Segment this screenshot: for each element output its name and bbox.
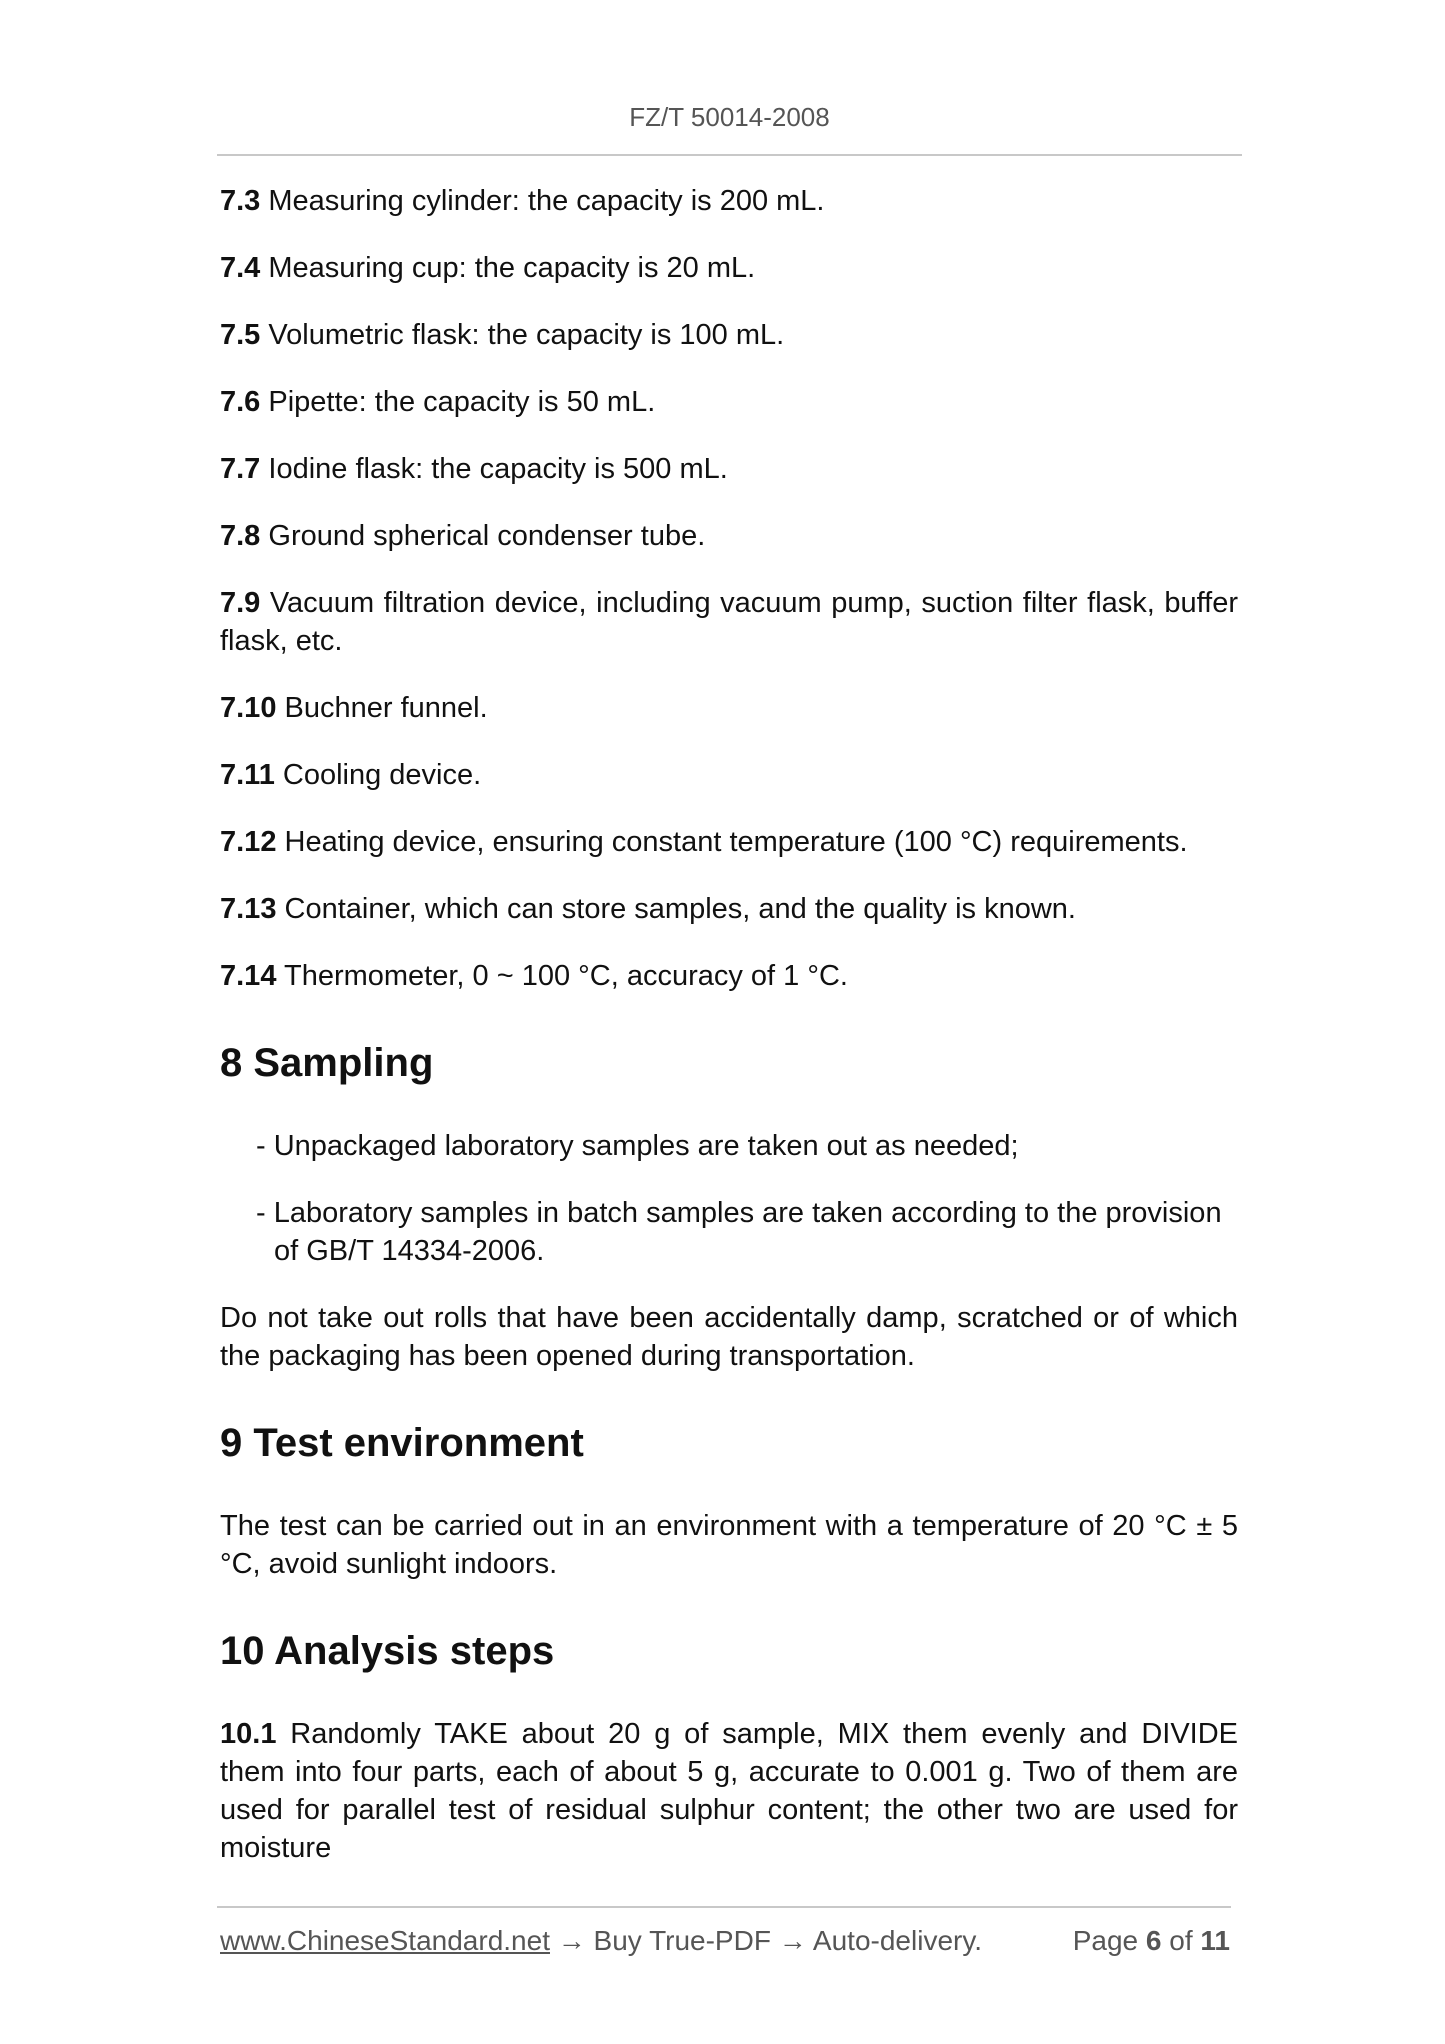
bullet-item: - Unpackaged laboratory samples are taken out as needed; (256, 1130, 1019, 1162)
list-item (220, 517, 1238, 555)
page-footer (220, 1925, 1230, 1957)
clause-text: Ground spherical condenser tube. (260, 520, 706, 552)
list-item (220, 383, 1238, 421)
clause-text: Buchner funnel. (276, 692, 488, 724)
clause-number: 7.14 (220, 960, 277, 992)
page-header-code: FZ/T 50014-2008 (629, 102, 830, 132)
list-item (220, 890, 1238, 928)
clause-text: Vacuum filtration device, including vacuum pump, suction filter flask, buffer flask, etc. (220, 587, 1238, 657)
clause-text: Container, which can store samples, and the quality is known. (276, 893, 1076, 925)
footer-divider (217, 1906, 1231, 1908)
clause-text: Volumetric flask: the capacity is 100 mL. (260, 319, 785, 351)
clause-text: Randomly TAKE about 20 g of sample, MIX them evenly and DIVIDE them into four parts, each of about 5 g, accurate to 0.001 g. Two of them are used for parallel test of residual sulphur content; the other two are used for moisture (220, 1718, 1238, 1864)
clause-text: Iodine flask: the capacity is 500 mL. (260, 453, 728, 485)
bullet-item: - Laboratory samples in batch samples are taken according to the provision of GB/T 14334-2006. (256, 1197, 1222, 1267)
clause-text: Measuring cup: the capacity is 20 mL. (260, 252, 756, 284)
list-item (220, 823, 1238, 861)
clause-text: Cooling device. (274, 759, 482, 791)
clause-number: 10.1 (220, 1718, 277, 1750)
list-item (220, 756, 1238, 794)
section-heading-sampling: 8 Sampling (220, 1041, 434, 1085)
clause-text: Heating device, ensuring constant temperature (100 °C) requirements. (276, 826, 1188, 858)
clause-number: 7.4 (220, 252, 261, 284)
page-label: Page (1072, 1925, 1139, 1956)
page-total: 11 (1200, 1925, 1230, 1956)
clause-number: 7.9 (220, 587, 261, 619)
page-indicator (1073, 1925, 1230, 1957)
list-item (220, 249, 1238, 287)
section-heading-test-environment: 9 Test environment (220, 1421, 584, 1465)
clause-number: 7.7 (220, 453, 261, 485)
clause-number: 7.11 (220, 759, 275, 791)
clause-text: Pipette: the capacity is 50 mL. (260, 386, 656, 418)
page-current: 6 (1145, 1925, 1162, 1956)
page-of-label: of (1169, 1925, 1193, 1956)
clause-number: 7.10 (220, 692, 277, 724)
clause-text: Thermometer, 0 ~ 100 °C, accuracy of 1 °C. (276, 960, 848, 992)
clause-number: 7.5 (220, 319, 261, 351)
list-item (220, 450, 1238, 488)
list-item (220, 1715, 1238, 1867)
list-item (220, 584, 1238, 660)
clause-number: 7.8 (220, 520, 261, 552)
test-environment-paragraph: The test can be carried out in an environment with a temperature of 20 °C ± 5 °C, avoid sunlight indoors. (220, 1510, 1238, 1580)
document-body (220, 182, 1238, 1896)
clause-number: 7.6 (220, 386, 261, 418)
list-item (220, 182, 1238, 220)
section-heading-analysis-steps: 10 Analysis steps (220, 1629, 555, 1673)
clause-number: 7.13 (220, 893, 277, 925)
footer-tagline: → Buy True-PDF → Auto-delivery. (549, 1925, 983, 1956)
clause-number: 7.12 (220, 826, 277, 858)
sampling-note-paragraph: Do not take out rolls that have been accidentally damp, scratched or of which the packaging has been opened during transportation. (220, 1302, 1238, 1372)
list-item (220, 316, 1238, 354)
clause-text: Measuring cylinder: the capacity is 200 mL. (260, 185, 825, 217)
list-item (220, 957, 1238, 995)
list-item (220, 689, 1238, 727)
website-link[interactable]: www.ChineseStandard.net (220, 1925, 550, 1956)
clause-number: 7.3 (220, 185, 261, 217)
header-divider (217, 154, 1242, 156)
